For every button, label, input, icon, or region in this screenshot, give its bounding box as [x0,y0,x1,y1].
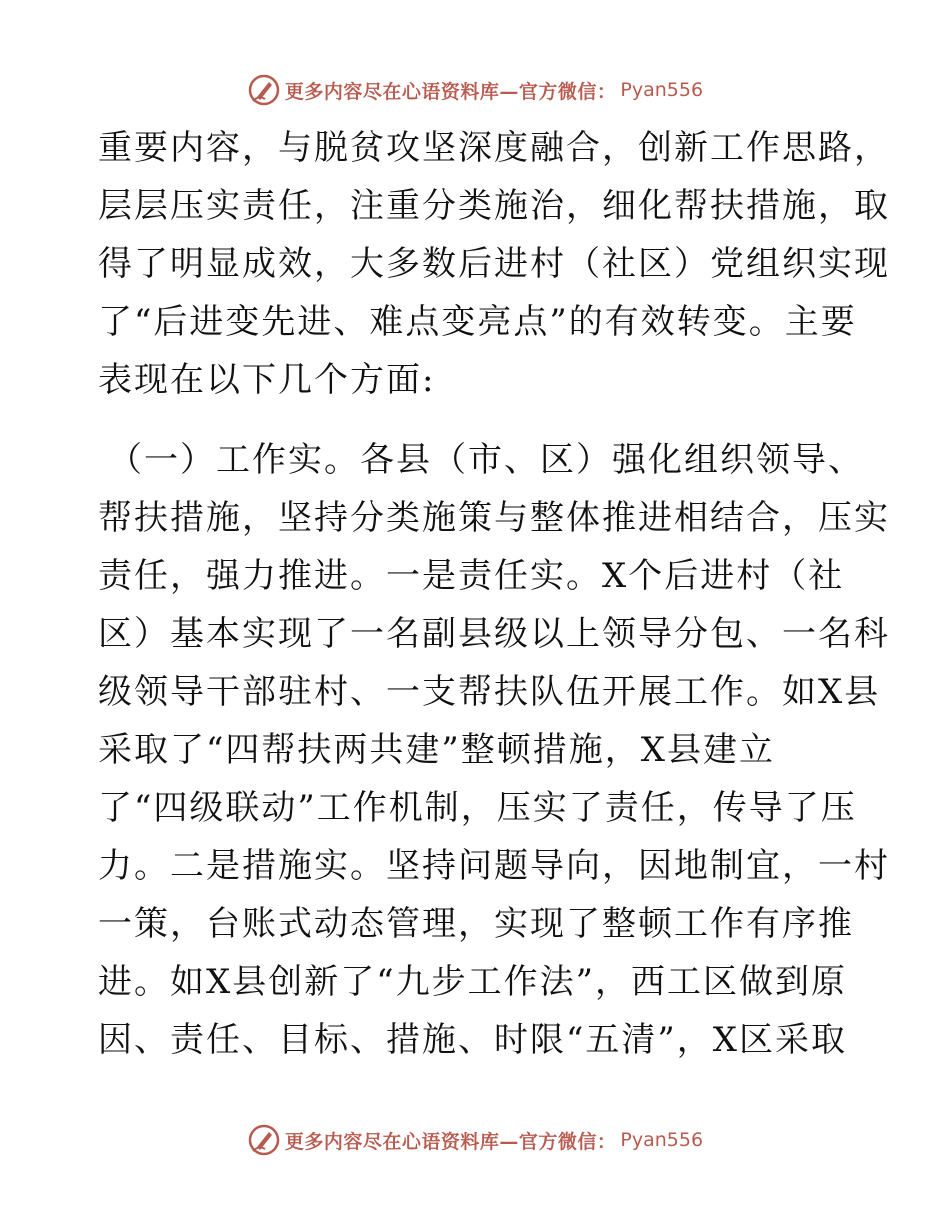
text-line: 进。如X县创新了“九步工作法”，西工区做到原 [98,962,847,1002]
text-line: 层层压实责任，注重分类施治，细化帮扶措施，取 [98,186,890,226]
text-line: 责任，强力推进。一是责任实。X个后进村（社 [98,556,845,596]
header-watermark-banner [0,70,950,110]
pen-logo-icon [247,1123,281,1157]
banner-text: 更多内容尽在心语资料库—官方微信： [284,80,617,103]
text-line: （一）工作实。各县（市、区）强化组织领导、 [108,440,864,480]
text-line: 级领导干部驻村、一支帮扶队伍开展工作。如X县 [98,672,881,712]
banner-wechat-id: Pyan556 [620,79,704,101]
text-line: 采取了“四帮扶两共建”整顿措施，X县建立 [98,730,775,770]
banner-wechat-id: Pyan556 [620,1129,704,1151]
text-line: 帮扶措施，坚持分类施策与整体推进相结合，压实 [98,498,890,538]
text-line: 力。二是措施实。坚持问题导向，因地制宜，一村 [98,846,890,886]
pen-logo-icon [247,73,281,107]
banner-text: 更多内容尽在心语资料库—官方微信： [284,1130,617,1153]
text-line: 得了明显成效，大多数后进村（社区）党组织实现 [98,244,890,284]
text-line: 了“后进变先进、难点变亮点”的有效转变。主要 [98,302,857,342]
text-line: 一策，台账式动态管理，实现了整顿工作有序推 [98,904,854,944]
text-line: 因、责任、目标、措施、时限“五清”，X区采取 [98,1020,847,1060]
text-line: 重要内容，与脱贫攻坚深度融合，创新工作思路， [98,128,890,168]
footer-watermark-banner [0,1120,950,1160]
text-line: 区）基本实现了一名副县级以上领导分包、一名科 [98,614,890,654]
text-line: 表现在以下几个方面: [98,360,436,400]
text-line: 了“四级联动”工作机制，压实了责任，传导了压 [98,788,857,828]
